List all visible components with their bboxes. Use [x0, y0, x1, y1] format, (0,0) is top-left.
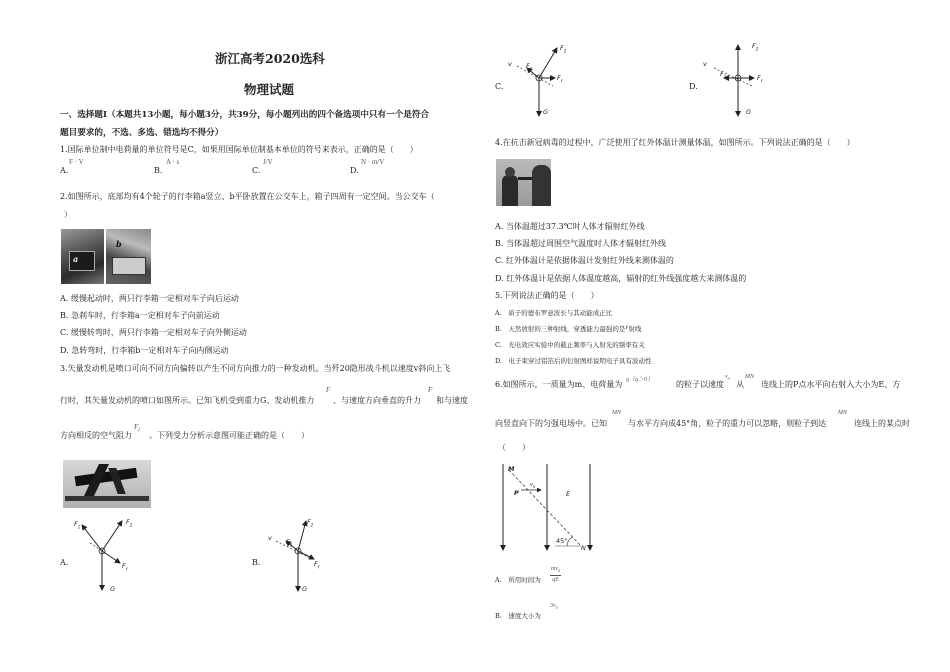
- diagram-a-label-F1: $F_1$: [74, 520, 81, 530]
- q3-text-line1: 3.矢量发动机是喷口可向不同方向偏转以产生不同方向推力的一种发动机。当歼20隐形战斗机以速度v斜向上飞: [60, 364, 451, 373]
- q1-option-c-value: J/V: [263, 158, 273, 166]
- electric-field-diagram: [495, 460, 605, 555]
- q6-option-a-fraction: $mv_0$ qE: [551, 566, 560, 584]
- q2-option-b: B. 急刹车时，行李箱a一定相对车子向前运动: [60, 311, 220, 320]
- q2-option-c: C. 缓慢转弯时，两只行李箱一定相对车子向外侧运动: [60, 328, 247, 337]
- force-diagram-b: [262, 515, 332, 595]
- diagram-c-label-v: v: [508, 60, 512, 68]
- q6-text-line3: （ ）: [498, 443, 530, 452]
- q6-text-line1d: 连线上的P点水平向右射入大小为E、方: [761, 380, 901, 389]
- diagram-a-label-Ff: $F_f$: [122, 562, 128, 572]
- field-label-E: E: [566, 490, 571, 498]
- q3-symbol-F: F: [326, 386, 331, 394]
- q6-text-line1b: 的粒子以速度: [676, 380, 724, 389]
- q5-option-c: C. 光电效应实验中的截止频率与入射光的频率有关: [495, 341, 645, 349]
- field-label-N: N: [581, 544, 586, 552]
- q1-option-c-letter: C.: [252, 166, 261, 175]
- q1-option-d-letter: D.: [350, 166, 359, 175]
- field-label-P: P: [514, 489, 519, 497]
- q4-option-b: B. 当体温超过周围空气温度时人体才辐射红外线: [495, 239, 666, 248]
- q6-text-line2c: 连线上的某点时: [854, 419, 910, 428]
- q6-option-b-value: $3v_0$: [550, 603, 558, 611]
- jet-photo: [63, 460, 151, 508]
- diagram-c-label-Ff: $F_f$: [557, 74, 563, 84]
- q3-text-line2b: 、与速度方向垂直的升力: [333, 396, 421, 405]
- q5-option-b: B. 天然放射的三种射线，穿透能力最强的是$^\gamma$射线: [495, 324, 642, 334]
- section-heading-line2: 题目要求的，不选、多选、错选均不得分）: [60, 128, 224, 138]
- q6-MN-symbol-3: MN: [838, 410, 847, 416]
- diagram-c-label-G: G: [543, 108, 549, 116]
- diagram-b-label-G: G: [302, 585, 308, 593]
- q3-text-line2a: 行时，其矢量发动机的喷口如图所示。已知飞机受到重力G、发动机推力: [60, 396, 315, 405]
- diagram-d-label-F2: $F_2$: [752, 42, 759, 52]
- q6-text-line1c: 从: [736, 380, 744, 389]
- field-label-angle: 45°: [556, 537, 568, 545]
- field-label-v0: $v_0$: [530, 482, 536, 489]
- luggage-photo-b: [106, 229, 151, 284]
- thermometer-photo: [496, 159, 551, 206]
- diagram-b-label-Ff: $F_f$: [314, 560, 320, 570]
- diagram-d-label-Ff: $F_f$: [757, 74, 763, 84]
- page-title: 浙江高考2020选科: [215, 51, 325, 66]
- q3-option-b-label: B.: [252, 558, 261, 567]
- q1-option-b-letter: B.: [154, 166, 163, 175]
- q1-option-a-letter: A.: [60, 166, 69, 175]
- luggage-photo-a: [61, 229, 104, 284]
- luggage-label-a: a: [73, 254, 79, 264]
- q3-symbol-Ff: $F_f$: [134, 423, 140, 434]
- q3-option-c-label: C.: [495, 82, 504, 91]
- q6-charge-condition: q（q＞0）: [626, 377, 654, 383]
- field-label-M: M: [508, 465, 515, 473]
- q2-text-line1: 2.如图所示，底部均有4个轮子的行李箱a竖立、b平卧放置在公交车上，箱子四周有一定空间。当公交车（: [60, 192, 435, 201]
- q6-option-b: B. 速度大小为: [495, 612, 541, 620]
- q6-MN-symbol-2: MN: [612, 410, 621, 416]
- q6-option-a: A. 所用时间为: [495, 576, 541, 584]
- q4-option-d: D. 红外体温计是依据人体温度越高，辐射的红外线强度越大来测体温的: [495, 274, 747, 283]
- diagram-b-label-F2: $F_2$: [307, 518, 314, 528]
- q5-text: 5.下列说法正确的是（ ）: [495, 291, 599, 300]
- diagram-c-label-F1: $F_1$: [526, 62, 533, 72]
- q1-option-b-value: A · s: [166, 158, 180, 166]
- q5-option-d: D. 电子束穿过铝箔后的衍射图样说明电子具有波动性: [495, 357, 652, 365]
- q3-option-d-label: D.: [689, 82, 698, 91]
- q6-v0-symbol: $v_0$: [725, 374, 730, 382]
- q4-text: 4.在抗击新冠病毒的过程中，广泛使用了红外体温计测量体温，如图所示。下列说法正确的是（ ）: [495, 138, 855, 147]
- q2-option-d: D. 急转弯时，行李箱b一定相对车子向内侧运动: [60, 346, 229, 355]
- q3-option-a-label: A.: [60, 558, 69, 567]
- diagram-c-label-F2: $F_2$: [560, 44, 567, 54]
- q6-text-line1a: 6.如图所示，一质量为m、电荷量为: [495, 380, 623, 389]
- q2-text-line2: ）: [64, 210, 72, 219]
- diagram-d-label-F1: $F_1$: [720, 70, 727, 80]
- q1-option-a-value: F · V: [69, 158, 84, 166]
- q4-option-c: C. 红外体温计是依据体温计发射红外线来测体温的: [495, 256, 674, 265]
- q1-option-d-value: N · m/V: [361, 158, 385, 166]
- page-subtitle: 物理试题: [244, 82, 295, 97]
- section-heading-line1: 一、选择题Ⅰ（本题共13小题，每小题3分，共39分，每小题列出的四个备选项中只有一个是符合: [60, 110, 430, 120]
- q6-MN-symbol-1: MN: [745, 374, 754, 380]
- diagram-b-label-F1: $F_1$: [286, 538, 293, 548]
- diagram-a-label-G: G: [110, 585, 116, 593]
- q1-text: 1.国际单位制中电荷量的单位符号是C，如果用国际单位制基本单位的符号来表示，正确的是（ ）: [60, 145, 418, 154]
- q5-option-a: A. 质子的德布罗意波长与其动能成正比: [495, 309, 613, 317]
- q6-text-line2a: 向竖直向下的匀强电场中。已知: [495, 419, 607, 428]
- q3-text-line3a: 方向相反的空气阻力: [60, 431, 132, 440]
- q3-text-line2c: 和与速度: [436, 396, 468, 405]
- q3-text-line3b: 。下列受力分析示意图可能正确的是（ ）: [149, 431, 309, 440]
- q2-option-a: A. 缓慢起动时，两只行李箱一定相对车子向后运动: [60, 294, 239, 303]
- luggage-label-b: b: [116, 239, 122, 249]
- diagram-a-label-F2: $F_2$: [126, 518, 133, 528]
- q4-option-a: A. 当体温超过37.3℃时人体才辐射红外线: [495, 222, 645, 231]
- diagram-d-label-G: G: [746, 108, 752, 116]
- q6-text-line2b: 与水平方向成45°角，粒子的重力可以忽略，则粒子到达: [628, 419, 827, 428]
- diagram-d-label-v: v: [703, 60, 707, 68]
- diagram-b-label-v: v: [268, 534, 272, 542]
- q3-symbol-F-lift: F: [428, 386, 433, 394]
